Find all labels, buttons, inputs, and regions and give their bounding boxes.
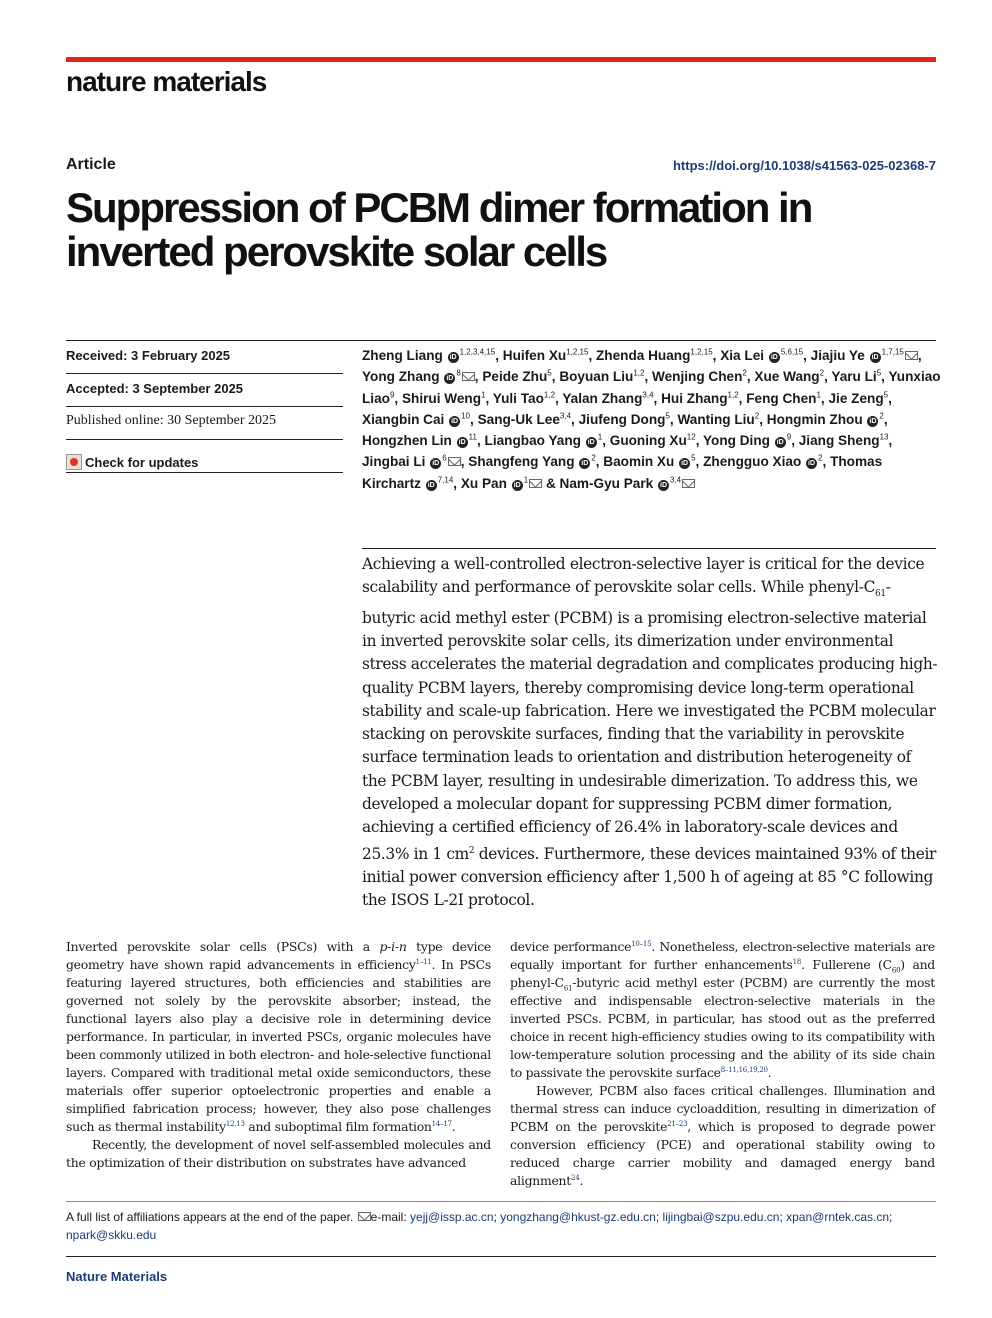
author-affiliation: 2 (591, 453, 596, 463)
author-name[interactable]: Zheng Liang (362, 348, 443, 363)
author-affiliation: 6 (442, 453, 447, 463)
abstract-text: devices. Furthermore, these devices maintained 93% of their initial power conversion efficiency after 1,500 h of ageing at 85 °C following the ISOS L-2I protocol. (362, 844, 937, 910)
author-entry[interactable] (610, 433, 696, 448)
author-affiliation: 1,2,3,4,15 (459, 347, 496, 357)
author-affiliation: 1,2,15 (566, 347, 589, 357)
orcid-icon[interactable]: iD (458, 439, 466, 447)
body-text: device performance (510, 939, 632, 954)
author-name[interactable]: Jiajiu Ye (810, 348, 865, 363)
email-icon (358, 1212, 371, 1221)
body-text: -butyric acid methyl ester (PCBM) are currently the most effective and indispensable electron-selective materials in the inverted PSCs. PCBM, in particular, has stood out as the preferred choice in recent high-efficiency studies owing to its compatibility with low-temperature solution processing and the ability of its side chain to passivate the perovskite surface (510, 975, 935, 1080)
check-updates-icon (66, 454, 82, 470)
author-entry[interactable] (560, 476, 696, 491)
reference-link[interactable]: 10–15 (631, 939, 652, 948)
author-name[interactable]: Yunxiao Liao (362, 369, 941, 406)
author-name[interactable]: Jiufeng Dong (578, 411, 666, 427)
author-entry[interactable] (703, 454, 822, 469)
author-entry[interactable] (493, 391, 555, 406)
body-text: Inverted perovskite solar cells (PSCs) with a (66, 939, 380, 954)
author-affiliation: 12 (686, 432, 696, 442)
orcid-icon[interactable]: iD (681, 460, 689, 468)
author-affiliation: 2 (818, 453, 823, 463)
author-name[interactable]: Zhengguo Xiao (703, 454, 802, 470)
author-affiliation: 5 (876, 368, 882, 378)
orcid-icon[interactable]: iD (869, 417, 877, 425)
author-name[interactable]: Zhenda Huang (596, 348, 691, 363)
orcid-icon[interactable]: iD (451, 417, 459, 425)
author-name[interactable]: Hui Zhang (661, 390, 728, 406)
author-affiliation: 1 (597, 432, 603, 442)
author-name[interactable]: Xiangbin Cai (362, 411, 445, 427)
author-entry[interactable] (559, 369, 644, 384)
email-link[interactable]: yejj@issp.ac.cn (410, 1210, 494, 1224)
body-text: . (579, 1173, 584, 1188)
article-type: Article (66, 156, 116, 173)
body-text: However, PCBM also faces critical challenges. Illumination and thermal stress can induce cycloaddition, resulting in dimerization of PCBM on the perovskite (510, 1083, 935, 1134)
body-column-right (510, 938, 935, 1190)
author-entry[interactable] (746, 391, 821, 406)
author-entry[interactable] (754, 369, 824, 384)
body-text: . Fullerene (C (801, 957, 892, 972)
body-text: . (767, 1065, 772, 1080)
author-name[interactable]: Shirui Weng (401, 390, 482, 406)
author-name[interactable]: Xu Pan (460, 475, 507, 491)
author-entry[interactable] (596, 348, 713, 363)
email-link[interactable]: npark@skku.edu (66, 1228, 157, 1242)
accepted-date: Accepted: 3 September 2025 (66, 381, 244, 396)
author-entry[interactable] (362, 369, 475, 384)
body-text: , which is proposed to degrade power conversion efficiency (PCE) and operational stability owing to reduced charge carrier mobility and damaged energy band alignment (510, 1119, 935, 1188)
doi-link[interactable]: https://doi.org/10.1038/s41563-025-02368-7 (672, 158, 936, 173)
body-italic: p-i-n (379, 939, 407, 954)
author-affiliation: 10 (461, 411, 471, 421)
email-link[interactable]: yongzhang@hkust-gz.edu.cn (500, 1210, 656, 1224)
body-text: type device geometry have shown rapid advancements in efficiency (66, 939, 491, 972)
author-entry[interactable] (828, 391, 888, 406)
email-icon[interactable] (529, 479, 542, 488)
author-name[interactable]: Hongzhen Lin (362, 433, 452, 449)
author-name[interactable]: Wenjing Chen (652, 369, 743, 385)
author-name[interactable]: Thomas Kirchartz (362, 454, 883, 491)
email-icon[interactable] (682, 479, 695, 488)
author-name[interactable]: Wanting Liu (677, 411, 755, 427)
email-icon[interactable] (905, 351, 918, 360)
author-name[interactable]: Baomin Xu (603, 454, 675, 470)
email-icon[interactable] (448, 457, 461, 466)
author-name[interactable]: Yong Zhang (362, 369, 440, 385)
author-entry[interactable] (703, 433, 791, 448)
orcid-icon[interactable]: iD (446, 375, 454, 383)
author-affiliation: 1 (523, 475, 529, 485)
author-entry[interactable] (661, 391, 739, 406)
email-icon[interactable] (462, 372, 475, 381)
author-entry[interactable] (478, 412, 571, 427)
published-date: Published online: 30 September 2025 (66, 413, 276, 428)
author-name[interactable]: Shangfeng Yang (468, 454, 575, 470)
author-affiliation: 9 (389, 390, 395, 400)
email-link[interactable]: xpan@rntek.cas.cn (786, 1210, 890, 1224)
author-entry[interactable] (579, 412, 670, 427)
author-entry[interactable] (461, 476, 542, 491)
author-name[interactable]: Peide Zhu (482, 369, 548, 385)
author-affiliation: 1,2 (727, 390, 739, 400)
author-name[interactable]: Yong Ding (703, 433, 770, 449)
footnote-text: A full list of affiliations appears at the end of the paper. (66, 1210, 354, 1224)
footer-journal-name[interactable]: Nature Materials (66, 1269, 168, 1284)
orcid-icon[interactable]: iD (581, 460, 589, 468)
author-name[interactable]: Jiang Sheng (798, 433, 880, 449)
author-name[interactable]: Jie Zeng (828, 390, 884, 406)
author-entry[interactable] (362, 454, 461, 469)
body-subscript: 61 (563, 984, 573, 993)
author-name[interactable]: Boyuan Liu (559, 369, 634, 385)
author-entry[interactable] (811, 348, 918, 363)
author-affiliation: 2 (742, 368, 747, 378)
author-name[interactable]: Nam-Gyu Park (559, 475, 654, 491)
author-entry[interactable] (767, 412, 884, 427)
author-entry[interactable] (362, 348, 495, 363)
author-name[interactable]: Jingbai Li (362, 454, 426, 470)
title-line-2: inverted perovskite solar cells (66, 228, 607, 275)
author-entry[interactable] (503, 348, 589, 363)
author-affiliation: 3,4 (670, 475, 682, 485)
body-text: ) and phenyl-C (510, 957, 935, 990)
author-affiliation: 5 (691, 453, 696, 463)
author-affiliation: 1 (481, 390, 486, 400)
orcid-icon[interactable]: iD (776, 439, 784, 447)
author-affiliation: 5 (665, 411, 670, 421)
body-subscript: 60 (891, 966, 901, 975)
body-text: . In PSCs featuring layered structures, both efficiencies and stabilities are governed not solely by the perovskite absorber; instead, the functional layers also play a decisive role in determining device performance. In particular, in inverted PSCs, organic molecules have been commonly utilized in both electron- and hole-selective functional layers. Compared with traditional metal oxide semiconductors, these materials offer superior optoelectronic properties and enable a simplified fabrication process; however, they also pose challenges such as thermal instability (66, 957, 491, 1134)
author-name[interactable]: Xue Wang (754, 369, 820, 385)
author-name[interactable]: Yalan Zhang (562, 390, 643, 406)
author-entry[interactable] (482, 369, 551, 384)
author-and: & (545, 475, 560, 491)
author-affiliation: 5 (547, 368, 552, 378)
author-name[interactable]: Guoning Xu (609, 433, 687, 449)
author-entry[interactable] (562, 391, 653, 406)
author-affiliation: 5,6,15 (780, 347, 804, 357)
author-affiliation: 1,2 (633, 368, 645, 378)
reference-link[interactable]: 12,13 (225, 1119, 245, 1128)
abstract-superscript: 2 (468, 845, 475, 856)
abstract-divider (362, 548, 936, 549)
author-affiliation: 3,4 (559, 411, 572, 421)
abstract (362, 553, 938, 913)
author-affiliation: 7,14 (437, 475, 454, 485)
author-entry[interactable] (603, 454, 695, 469)
orcid-icon[interactable]: iD (871, 354, 879, 361)
author-affiliation: 8 (456, 368, 461, 378)
author-entry[interactable] (362, 433, 477, 448)
reference-link[interactable]: 21–23 (667, 1119, 688, 1128)
author-affiliation: 2 (754, 411, 760, 421)
author-affiliation: 1,7,15 (881, 347, 904, 357)
body-text: . (451, 1119, 456, 1134)
author-affiliation: 2 (819, 368, 825, 378)
author-entry[interactable] (362, 412, 470, 427)
author-entry[interactable] (402, 391, 486, 406)
reference-link[interactable]: 8–11,16,19,20 (720, 1065, 768, 1074)
footnote-divider (66, 1201, 936, 1202)
author-list: Zheng Liang iD$^{1,2,3,4,15}$, Huifen Xu$^{1,2,15}$, Zhenda Huang$^{1,2,15}$, Xia Lei iD$^{5,6,15}$, Jiajiu Ye iD$^{1,7,15}$ , Yong Zhang $iD^8$ , Peide Zhu$^5$, Boyuan Liu$^{1,2}$, Wenjing Chen$^2$, Xue Wang$^2$, Yaru Li$^5$, Yunxiao Liao$^9$, Shirui Weng$^1$, Yuli Tao$^{1,2}$, Yalan Zhang$^{3,4}$, Hui Zhang$^{1,2}$, Feng Chen$^1$, Jie Zeng$^5$, Xiangbin Cai $iD^{10}$, Sang-Uk Lee$^{3,4}$, Jiufeng Dong$^5$, Wanting Liu$^2$, Hongmin Zhou $iD^2$, Hongzhen Lin $iD^{11}$, Liangbao Yang $iD^1$, Guoning Xu$^{12}$, Yong Ding $iD^9$, Jiang Sheng$^{13}$, Jingbai Li $iD^6$ , Shangfeng Yang $iD^2$, Baomin Xu $iD^5$, Zhengguo Xiao $iD^2$, Thomas Kirchartz iD$^{7,14}$, Xu Pan $iD^1$ & Nam-Gyu Park iD$^{3,4}$ (362, 347, 941, 491)
reference-link[interactable]: 18 (792, 957, 802, 966)
header-accent-bar (66, 57, 936, 62)
body-text: . Nonetheless, electron-selective materials are equally important for further enhancements (510, 939, 935, 972)
author-entry[interactable] (720, 348, 803, 363)
author-name[interactable]: Yuli Tao (492, 390, 544, 406)
check-for-updates-button[interactable] (66, 454, 198, 470)
author-entry[interactable] (652, 369, 747, 384)
author-name[interactable]: Sang-Uk Lee (477, 411, 560, 427)
dates-panel (66, 340, 343, 475)
dates-divider (66, 373, 343, 374)
body-paragraph: Recently, the development of novel self-assembled molecules and the optimization of their distribution on substrates have advanced (66, 1137, 491, 1170)
orcid-icon[interactable]: iD (770, 354, 778, 361)
author-name[interactable]: Huifen Xu (502, 348, 567, 363)
body-text: and suboptimal film formation (244, 1119, 432, 1134)
author-affiliation: 11 (468, 432, 477, 442)
orcid-icon[interactable]: iD (660, 481, 667, 489)
author-affiliation: 2 (879, 411, 884, 421)
author-affiliation: 3,4 (642, 390, 654, 400)
footer-divider (66, 1256, 936, 1257)
author-affiliation: 13 (879, 432, 889, 442)
author-entry[interactable] (485, 433, 603, 448)
check-updates-label: Check for updates (85, 454, 199, 470)
reference-link[interactable]: 14–17 (431, 1119, 452, 1128)
dates-divider (66, 406, 343, 407)
orcid-icon[interactable]: iD (449, 354, 457, 361)
reference-link[interactable]: 1–11 (415, 957, 432, 966)
body-column-left (66, 938, 491, 1172)
title-line-1: Suppression of PCBM dimer formation in (66, 184, 812, 231)
email-link[interactable]: lijingbai@szpu.edu.cn (662, 1210, 780, 1224)
abstract-subscript: 61 (875, 589, 886, 600)
orcid-icon[interactable]: iD (427, 481, 435, 489)
author-affiliation: 1,2,15 (690, 347, 713, 357)
dates-divider (66, 472, 343, 473)
author-name[interactable]: Feng Chen (746, 390, 817, 406)
abstract-text: -butyric acid methyl ester (PCBM) is a promising electron-selective material in inverted perovskite solar cells, its dimerization under environmental stress accelerates the material degradation and complicates producing high-quality PCBM layers, thereby compromising device long-term operational stability and scale-up fabrication. Here we investigated the PCBM molecular stacking on perovskite surfaces, finding that the variability in perovskite surface termination leads to orientation and distribution heterogeneity of the PCBM layer, resulting in undesirable dimerization. To address this, we developed a molecular dopant for suppressing PCBM dimer formation, achieving a certified efficiency of 26.4% in laboratory-scale devices and 25.3% in 1 cm (362, 578, 938, 863)
orcid-icon[interactable]: iD (808, 460, 816, 468)
abstract-text: Achieving a well-controlled electron-selective layer is critical for the device scalability and performance of perovskite solar cells. While phenyl-C (362, 555, 925, 597)
orcid-icon[interactable]: iD (513, 481, 521, 489)
author-affiliation: 9 (786, 432, 792, 442)
email-label: e-mail: (370, 1210, 407, 1224)
author-name[interactable]: Xia Lei (720, 348, 765, 363)
author-name[interactable]: Hongmin Zhou (766, 411, 863, 427)
received-date: Received: 3 February 2025 (66, 348, 231, 363)
author-affiliation: 1 (816, 390, 821, 400)
author-entry[interactable] (468, 454, 595, 469)
orcid-icon[interactable]: iD (587, 439, 595, 447)
affiliations-footnote: A full list of affiliations appears at the end of the paper. e-mail: yejj@issp.ac.cn; yongzhang@hkust-gz.edu.cn; lijingbai@szpu.edu.cn; xpan@rntek.cas.cn; npark@skku.edu (66, 1210, 893, 1242)
author-entry[interactable] (831, 369, 881, 384)
author-entry[interactable] (677, 412, 759, 427)
journal-logo[interactable]: nature materials (66, 66, 267, 97)
reference-link[interactable]: 24 (571, 1173, 580, 1182)
author-entry[interactable] (799, 433, 889, 448)
author-name[interactable]: Liangbao Yang (484, 433, 581, 449)
article-title (66, 186, 946, 274)
author-name[interactable]: Yaru Li (831, 369, 877, 385)
dates-divider (66, 439, 343, 440)
orcid-icon[interactable]: iD (432, 460, 440, 468)
author-affiliation: 5 (883, 390, 889, 400)
author-affiliation: 1,2 (543, 390, 556, 400)
